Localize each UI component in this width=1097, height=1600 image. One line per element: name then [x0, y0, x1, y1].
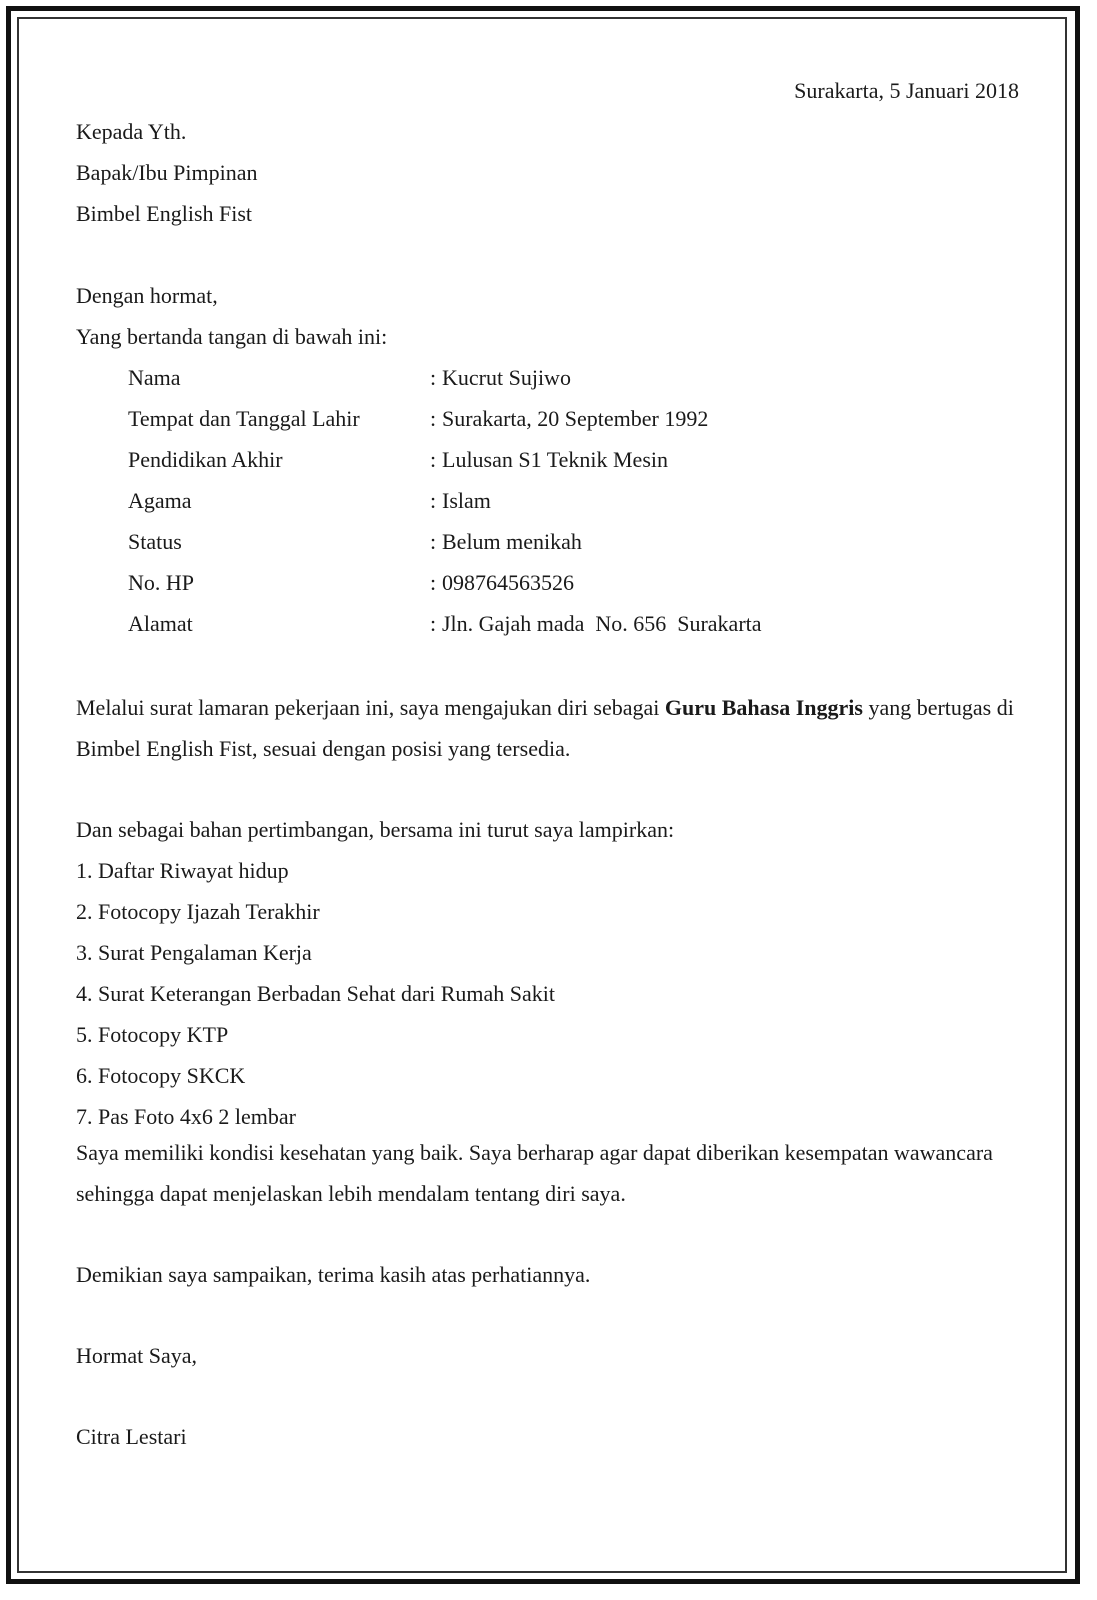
attachment-item: 5. Fotocopy KTP	[76, 1022, 229, 1047]
identity-value: Surakarta, 20 September 1992	[442, 406, 709, 431]
identity-row	[128, 398, 762, 439]
identity-value: 098764563526	[442, 570, 574, 595]
opening-block	[76, 275, 387, 357]
application-text-after: yang bertugas di Bimbel English Fist, sesuai dengan posisi yang tersedia.	[76, 695, 1014, 761]
identity-row	[128, 439, 762, 480]
intro-line: Yang bertanda tangan di bawah ini:	[76, 324, 388, 349]
identity-value: Lulusan S1 Teknik Mesin	[442, 447, 668, 472]
identity-colon: :	[430, 529, 437, 554]
identity-row	[128, 480, 762, 521]
letter-date: Surakarta, 5 Januari 2018	[794, 78, 1019, 103]
attachments-intro: Dan sebagai bahan pertimbangan, bersama ini turut saya lampirkan:	[76, 817, 675, 842]
identity-colon: :	[430, 570, 437, 595]
identity-value: Islam	[442, 488, 491, 513]
identity-colon: :	[430, 406, 437, 431]
greeting: Dengan hormat,	[76, 283, 218, 308]
application-text-before: Melalui surat lamaran pekerjaan ini, saya mengajukan diri sebagai	[76, 695, 665, 720]
identity-colon: :	[430, 447, 437, 472]
identity-label: Status	[128, 529, 182, 554]
closing-paragraph: Saya memiliki kondisi kesehatan yang baik. Saya berharap agar dapat diberikan kesempatan wawancara sehingga dapat menjelaskan lebih mendalam tentang diri saya.	[76, 1140, 993, 1206]
application-paragraph	[76, 687, 1021, 769]
identity-colon: :	[430, 488, 437, 513]
attachment-item: 4. Surat Keterangan Berbadan Sehat dari Rumah Sakit	[76, 981, 555, 1006]
recipient-line-3: Bimbel English Fist	[76, 201, 253, 226]
identity-label: Agama	[128, 488, 192, 513]
attachment-item: 2. Fotocopy Ijazah Terakhir	[76, 899, 320, 924]
identity-table	[128, 357, 762, 644]
identity-value: Kucrut Sujiwo	[442, 365, 571, 390]
applied-position: Guru Bahasa Inggris	[664, 695, 863, 720]
identity-row	[128, 357, 762, 398]
identity-row	[128, 521, 762, 562]
attachment-item: 1. Daftar Riwayat hidup	[76, 858, 289, 883]
attachment-item: 3. Surat Pengalaman Kerja	[76, 940, 312, 965]
attachments-block	[76, 809, 674, 1137]
attachment-item: 6. Fotocopy SKCK	[76, 1063, 246, 1088]
recipient-block	[76, 111, 257, 234]
identity-colon: :	[430, 611, 437, 636]
identity-value: Jln. Gajah mada No. 656 Surakarta	[442, 611, 762, 636]
identity-label: No. HP	[128, 570, 195, 595]
identity-row	[128, 562, 762, 603]
signer-name: Citra Lestari	[76, 1424, 187, 1449]
identity-value: Belum menikah	[442, 529, 582, 554]
recipient-line-1: Kepada Yth.	[76, 119, 187, 144]
identity-row	[128, 603, 762, 644]
recipient-line-2: Bapak/Ibu Pimpinan	[76, 160, 258, 185]
identity-label: Tempat dan Tanggal Lahir	[128, 406, 360, 431]
identity-label: Pendidikan Akhir	[128, 447, 283, 472]
identity-colon: :	[430, 365, 437, 390]
thanks-line: Demikian saya sampaikan, terima kasih atas perhatiannya.	[76, 1262, 591, 1287]
identity-label: Alamat	[128, 611, 193, 636]
regards-line: Hormat Saya,	[76, 1343, 197, 1368]
attachment-item: 7. Pas Foto 4x6 2 lembar	[76, 1104, 296, 1129]
identity-label: Nama	[128, 365, 181, 390]
